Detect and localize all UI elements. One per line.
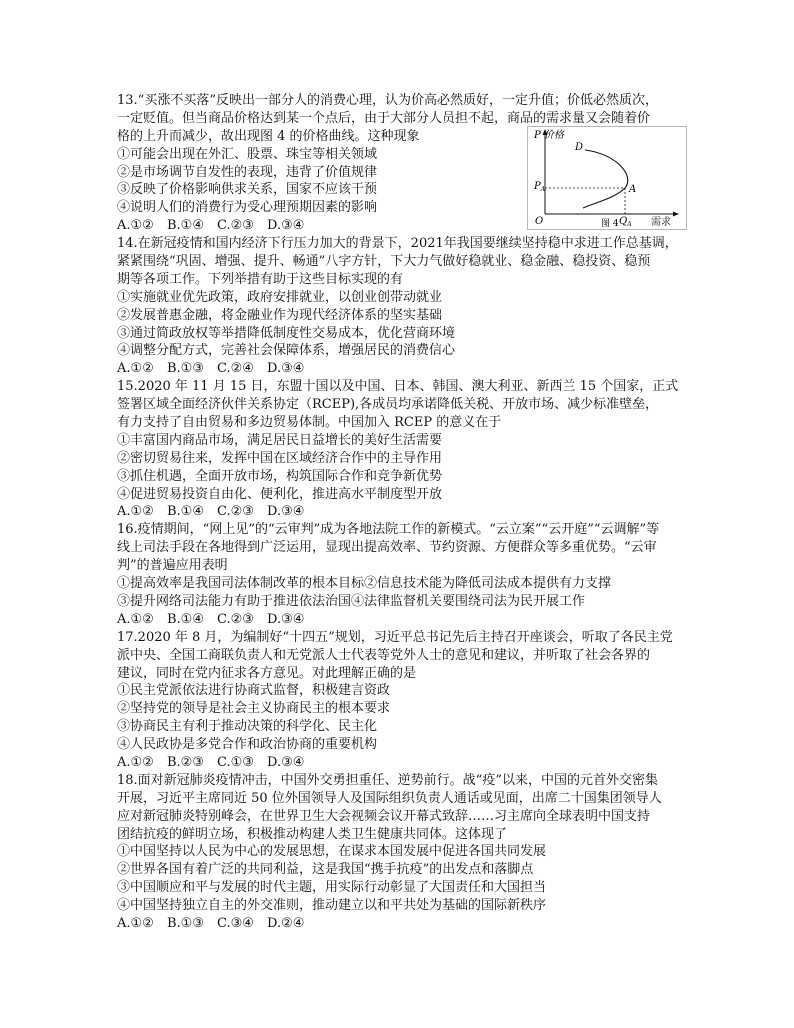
option-b: B.②③ xyxy=(167,754,204,770)
question-14-line-3: 期等各项工作。下列举措有助于这些目标实现的有 xyxy=(117,271,404,287)
question-15-line-1: 15.2020 年 11 月 15 日，东盟十国以及中国、日本、韩国、澳大利亚、新西兰 15 个国家，正式 xyxy=(117,379,679,395)
point-a-label: A xyxy=(629,184,637,195)
question-18 xyxy=(117,772,677,933)
option-c: C.③④ xyxy=(217,915,254,931)
question-14-statement-2: ②发展普惠金融，将金融业作为现代经济体系的坚实基础 xyxy=(117,307,443,323)
q-a-label: $Q_A$ xyxy=(619,216,632,228)
question-15-statement-4: ④促进贸易投资自由化、便利化，推进高水平制度型开放 xyxy=(117,486,443,502)
option-b: B.①④ xyxy=(167,218,204,234)
question-18-statement-3: ③中国顺应和平与发展的时代主题，用实际行动彰显了大国责任和大国担当 xyxy=(117,880,547,896)
question-13-statement-4: ④说明人们的消费行为受心理预期因素的影响 xyxy=(117,200,378,216)
option-d: D.③④ xyxy=(267,611,305,627)
question-13-statement-2: ②是市场调节自发性的表现，违背了价值规律 xyxy=(117,164,378,180)
origin-label: O xyxy=(535,216,544,227)
p-a-label: $P_A$ xyxy=(534,181,546,193)
option-a: A.①② xyxy=(117,504,154,520)
question-16-line-3: 判”的普遍应用表明 xyxy=(117,558,228,574)
question-17-line-1: 17.2020 年 8 月，为编制好“十四五”规划，习近平总书记先后主持召开座谈会，听取了各民主党 xyxy=(117,629,673,645)
question-16-statements-1-2: ①提高效率是我国司法体制改革的根本目标②信息技术能为降低司法成本提供有力支撑 xyxy=(117,576,612,592)
option-d: D.③④ xyxy=(267,218,305,234)
x-axis-label: 需求 xyxy=(651,217,671,228)
question-18-line-3: 应对新冠肺炎特别峰会，在世界卫生大会视频会议开幕式致辞……习主席向全球表明中国支持 xyxy=(117,808,651,824)
question-17 xyxy=(117,629,677,772)
option-b: B.①③ xyxy=(167,361,204,377)
question-17-statement-1: ①民主党派依法进行协商式监督，积极建言资政 xyxy=(117,683,391,699)
question-15-statement-1: ①丰富国内商品市场，满足居民日益增长的美好生活需要 xyxy=(117,432,443,448)
question-18-line-1: 18.面对新冠肺炎疫情冲击，中国外交勇担重任、逆势前行。战“疫”以来，中国的元首外交密集 xyxy=(117,772,658,788)
question-17-statement-2: ②坚持党的领导是社会主义协商民主的根本要求 xyxy=(117,701,391,717)
option-b: B.①③ xyxy=(167,915,204,931)
question-14-line-2: 紧紧围绕“巩固、增强、提升、畅通”八字方针，下大力气做好稳就业、稳金融、稳投资、稳预 xyxy=(117,254,651,270)
figure-caption: 图 4 xyxy=(601,219,619,229)
question-14-statement-4: ④调整分配方式，完善社会保障体系，增强居民的消费信心 xyxy=(117,343,456,359)
question-14-line-1: 14.在新冠疫情和国内经济下行压力加大的背景下，2021年我国要继续坚持稳中求进工作总基调， xyxy=(117,236,678,252)
question-15-line-3: 有力支持了自由贸易和多边贸易体制。中国加入 RCEP 的意义在于 xyxy=(117,415,502,431)
option-a: A.①② xyxy=(117,218,154,234)
option-d: D.③④ xyxy=(267,361,305,377)
question-17-options xyxy=(117,754,677,772)
question-18-statement-4: ④中国坚持独立自主的外交准则，推动建立以和平共处为基础的国际新秩序 xyxy=(117,898,547,914)
option-d: D.③④ xyxy=(267,754,305,770)
option-a: A.①② xyxy=(117,754,154,770)
question-13-line-3: 格的上升而减少，故出现图 4 的价格曲线。这种现象 xyxy=(117,128,420,144)
option-b: B.①④ xyxy=(167,504,204,520)
question-13-statement-3: ③反映了价格影响供求关系，国家不应该干预 xyxy=(117,182,378,198)
question-15 xyxy=(117,378,677,521)
question-15-statement-2: ②密切贸易往来，发挥中国在区域经济合作中的主导作用 xyxy=(117,450,443,466)
figure-4-price-curve xyxy=(527,126,687,230)
option-c: C.②③ xyxy=(217,218,254,234)
option-b: B.①④ xyxy=(167,611,204,627)
price-demand-graph xyxy=(527,126,687,230)
question-16-line-2: 线上司法手段在各地得到广泛运用，显现出提高效率、节约资源、方便群众等多重优势。“云审 xyxy=(117,540,657,556)
question-18-statement-1: ①中国坚持以人民为中心的发展思想，在谋求本国发展中促进各国共同发展 xyxy=(117,844,547,860)
question-14-statement-3: ③通过简政放权等举措降低制度性交易成本，优化营商环境 xyxy=(117,325,456,341)
option-a: A.①② xyxy=(117,611,154,627)
exam-page xyxy=(117,92,677,933)
demand-curve xyxy=(583,150,628,208)
question-13-line-1: 13.“买涨不买落”反映出一部分人的消费心理，认为价高必然质好，一定升值；价低必然质次， xyxy=(117,93,658,108)
question-18-options xyxy=(117,915,677,933)
question-17-line-3: 建议，同时在党内征求各方意见。对此理解正确的是 xyxy=(117,665,417,681)
option-c: C.①③ xyxy=(217,754,254,770)
question-13 xyxy=(117,92,677,235)
p-axis-letter: P 价格 xyxy=(534,130,564,141)
question-16-statements-3-4: ③提升网络司法能力有助于推进依法治国④法律监督机关要围绕司法为民开展工作 xyxy=(117,593,586,609)
question-17-line-2: 派中央、全国工商联负责人和无党派人士代表等党外人士的意见和建议，并听取了社会各界的 xyxy=(117,647,651,663)
option-d: D.②④ xyxy=(267,915,305,931)
option-d: D.③④ xyxy=(267,504,305,520)
question-17-statement-3: ③协商民主有利于推动决策的科学化、民主化 xyxy=(117,719,378,735)
option-a: A.①② xyxy=(117,361,154,377)
question-13-statement-1: ①可能会出现在外汇、股票、珠宝等相关领域 xyxy=(117,146,378,162)
question-17-statement-4: ④人民政协是多党合作和政治协商的重要机构 xyxy=(117,737,378,753)
question-14-statement-1: ①实施就业优先政策，政府安排就业，以创业创带动就业 xyxy=(117,289,443,305)
option-a: A.①② xyxy=(117,915,154,931)
option-c: C.②④ xyxy=(217,361,254,377)
question-18-line-2: 开展，习近平主席同近 50 位外国领导人及国际组织负责人通话或见面，出席二十国集团领导人 xyxy=(117,790,662,806)
question-16 xyxy=(117,521,677,628)
question-13-line-2: 一定贬值。但当商品价格达到某一个点后，由于大部分人员担不起，商品的需求量又会随着价 xyxy=(117,110,651,126)
question-15-line-2: 签署区域全面经济伙伴关系协定（RCEP),各成员均承诺降低关税、开放市场、减少标准壁垒， xyxy=(117,397,659,413)
question-16-line-1: 16.疫情期间，“网上见”的“云审判”成为各地法院工作的新模式。“云立案”“云开庭”“云调解”等 xyxy=(117,522,660,538)
question-15-options xyxy=(117,503,677,521)
question-15-statement-3: ③抓住机遇，全面开放市场，构筑国际合作和竞争新优势 xyxy=(117,468,443,484)
question-18-statement-2: ②世界各国有着广泛的共同利益，这是我国“携手抗疫”的出发点和落脚点 xyxy=(117,862,534,878)
question-14-options xyxy=(117,360,677,378)
question-18-line-4: 团结抗疫的鲜明立场，积极推动构建人类卫生健康共同体。这体现了 xyxy=(117,826,508,842)
question-16-options xyxy=(117,611,677,629)
point-d-label: D xyxy=(575,142,584,153)
option-c: C.②③ xyxy=(217,504,254,520)
question-14 xyxy=(117,235,677,378)
option-c: C.②③ xyxy=(217,611,254,627)
